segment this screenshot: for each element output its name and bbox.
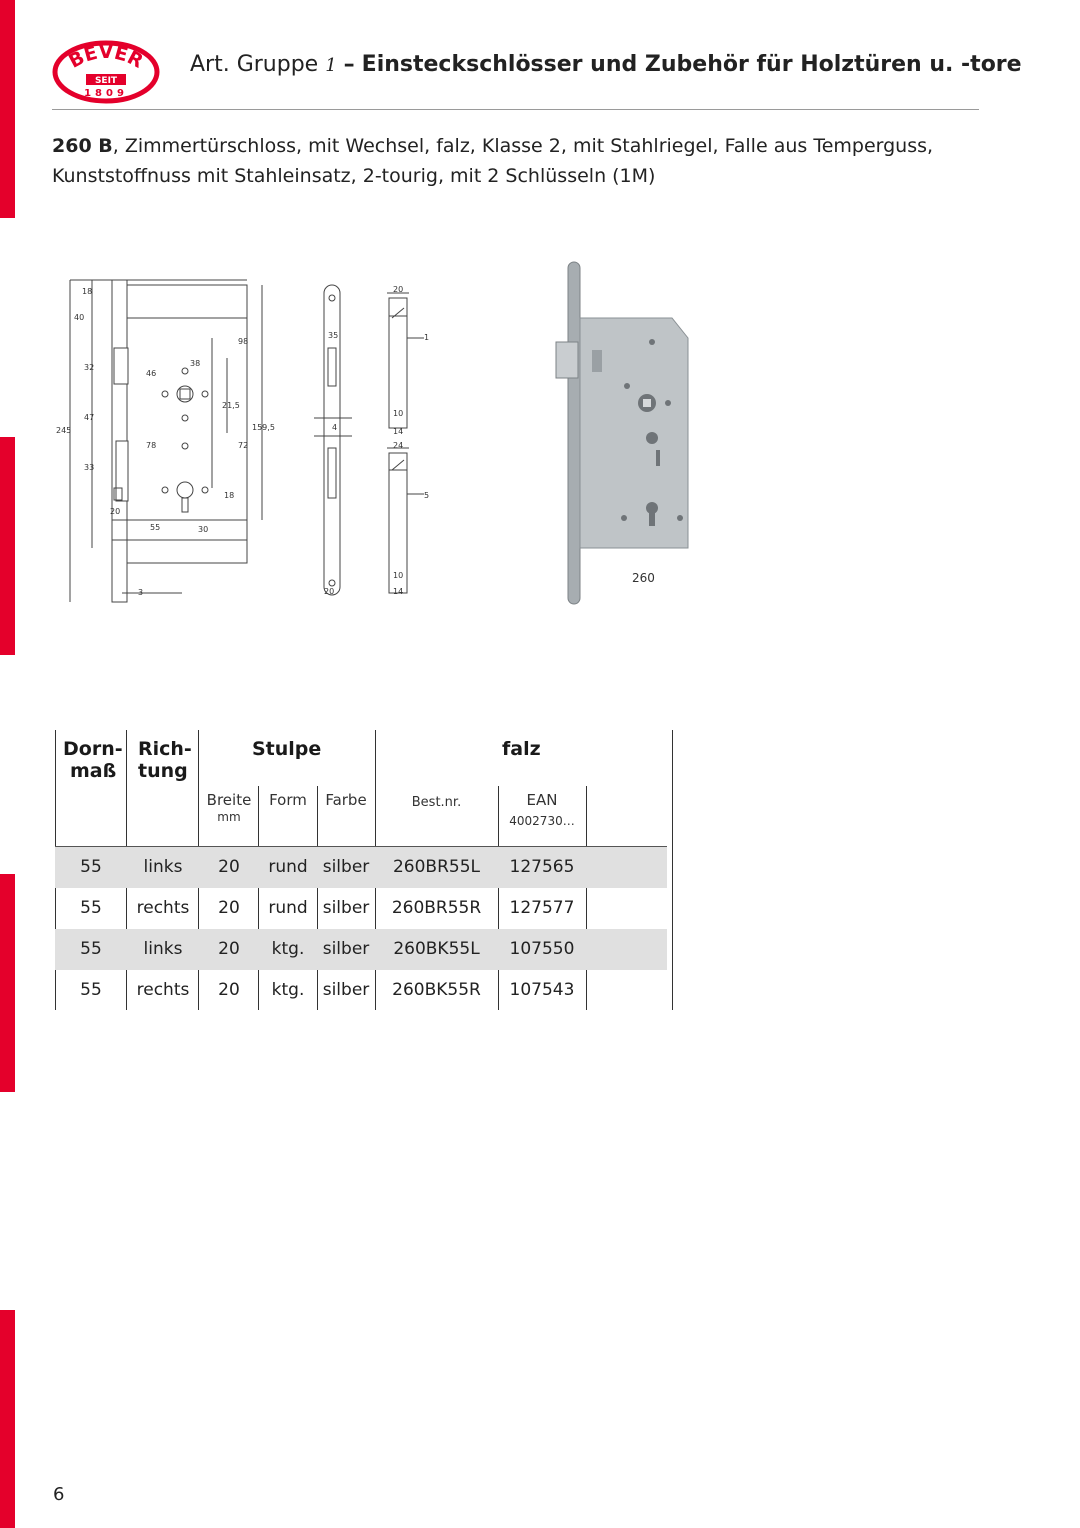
svg-text:10: 10 [393,409,404,418]
svg-text:20: 20 [324,587,335,596]
svg-text:24: 24 [393,441,404,450]
logo-since: SEIT [94,76,118,86]
svg-text:BEVER: BEVER [65,40,147,73]
lock-photo [556,262,688,604]
side-marker [0,437,15,655]
header-divider [52,109,979,110]
header-breite: Breite mm [206,791,252,824]
header-form: Form [269,791,307,809]
svg-text:18: 18 [224,491,235,500]
svg-text:20: 20 [110,507,121,516]
page-number: 6 [53,1484,65,1505]
svg-text:20: 20 [393,285,404,294]
side-marker [0,0,15,218]
header-ean: EAN [526,791,558,809]
header-ean-prefix: 4002730… [509,814,575,828]
svg-text:245: 245 [56,426,72,435]
svg-text:78: 78 [146,441,157,450]
svg-text:159,5: 159,5 [252,423,275,432]
table-row: 55 rechts 20 rund silber 260BR55R 127577 [80,898,575,918]
header-farbe: Farbe [325,791,367,809]
svg-text:14: 14 [393,587,404,596]
table-row: 55 links 20 ktg. silber 260BK55L 107550 [55,929,667,970]
page-title: Art. Gruppe 1 – Einsteckschlösser und Zubehör für Holztüren u. -tore [190,52,1022,77]
svg-text:35: 35 [328,331,339,340]
side-marker [0,1310,15,1528]
side-marker [0,874,15,1092]
svg-text:46: 46 [146,369,157,378]
svg-text:55: 55 [150,523,161,532]
svg-text:47: 47 [84,413,95,422]
svg-text:38: 38 [190,359,201,368]
header-falz: falz [502,738,541,760]
svg-text:3: 3 [138,588,144,597]
svg-text:5: 5 [424,491,430,500]
photo-caption: 260 [632,571,655,585]
svg-text:14: 14 [393,427,404,436]
product-description: 260 B, Zimmertürschloss, mit Wechsel, falz, Klasse 2, mit Stahlriegel, Falle aus Temperguss, Kunststoffnuss mit Stahleinsatz, 2-tourig, mit 2 Schlüsseln (1M) [52,135,934,187]
header-bestnr: Best.nr. [411,795,462,810]
header-dornmass: Dorn- maß [63,738,123,782]
svg-text:10: 10 [393,571,404,580]
svg-text:21,5: 21,5 [222,401,240,410]
svg-text:33: 33 [84,463,95,472]
bever-logo [52,40,160,104]
svg-text:1: 1 [424,333,430,342]
svg-text:72: 72 [238,441,249,450]
svg-text:4: 4 [332,423,338,432]
header-richtung: Rich- tung [138,738,192,782]
svg-text:18: 18 [82,287,93,296]
product-code: 260 B [52,135,113,157]
technical-drawing [52,258,712,608]
product-table [55,730,675,1010]
logo-year: 1809 [84,88,128,99]
table-row: 55 rechts 20 ktg. silber 260BK55R 107543 [80,980,575,1000]
svg-text:40: 40 [74,313,85,322]
table-row: 55 links 20 rund silber 260BR55L 127565 [55,847,667,888]
svg-text:32: 32 [84,363,95,372]
header-stulpe: Stulpe [252,738,322,760]
svg-text:30: 30 [198,525,209,534]
svg-text:98: 98 [238,337,249,346]
